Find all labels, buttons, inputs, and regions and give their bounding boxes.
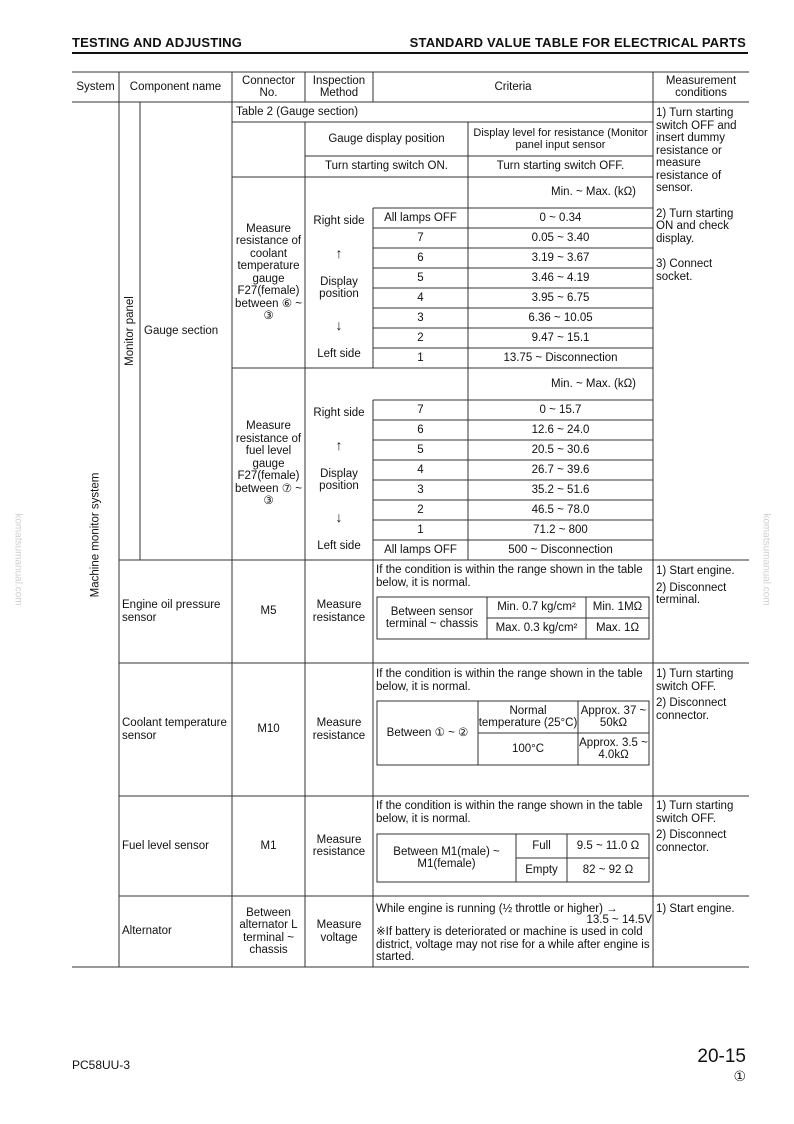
oil-r2b: Max. 1Ω [595,622,640,635]
page-heading: STANDARD VALUE TABLE FOR ELECTRICAL PARTS [409,35,746,50]
oil-connector: M5 [260,605,277,618]
coolant-row-level: 7 [417,231,424,244]
col-system: System [76,80,115,93]
gauge-col-switch-on: Turn starting switch ON. [325,160,448,173]
fuel-row-level: 7 [417,403,424,416]
fuel-row-value: 35.2 ~ 51.6 [531,483,590,496]
page-number: 20-15 [697,1046,746,1067]
col-criteria: Criteria [494,80,532,93]
coolant-row-level: 3 [417,311,424,324]
coolant-sensor-r2b: Approx. 3.5 ~ 4.0kΩ [579,736,648,761]
fuel-arrow-up: ↑ [335,436,343,453]
system-cell [72,102,119,967]
coolant-sensor-connector: M10 [257,723,280,736]
coolant-row-value: 3.95 ~ 6.75 [531,291,590,304]
gauge-col-position: Gauge display position [328,132,445,145]
fuel-row-value: 500 ~ Disconnection [508,543,613,556]
fuel-sensor-conditions [656,800,748,854]
fuel-row-value: 0 ~ 15.7 [539,403,582,416]
gauge-table-title: Table 2 (Gauge section) [236,105,359,118]
coolant-sensor-condition-1: 1) Turn starting switch OFF. [656,668,734,693]
coolant-sensor-condition-2: 2) Disconnect connector. [656,697,727,722]
coolant-sensor-normal-text: If the condition is within the range shown in the table below, it is normal. [376,668,643,693]
fuel-sensor-r1b: 9.5 ~ 11.0 Ω [576,839,640,852]
fuel-row-value: 26.7 ~ 39.6 [531,463,590,476]
fuel-sensor-normal-text: If the condition is within the range shown in the table below, it is normal. [376,800,643,825]
coolant-arrow-down: ↓ [335,316,343,333]
coolant-row-level: 2 [417,331,424,344]
oil-condition-1: 1) Start engine. [656,565,735,577]
oil-r2a: Max. 0.3 kg/cm² [495,622,578,635]
alternator-condition-1: 1) Start engine. [656,903,735,915]
fuel-sensor-r1a: Full [532,839,551,852]
fuel-sensor-between: Between M1(male) ~ M1(female) [393,845,500,870]
oil-between: Between sensor terminal ~ chassis [385,605,479,630]
system-label: Machine monitor system [89,472,102,597]
watermark-left-text: komatsumanual.com [12,512,24,606]
section-title: TESTING AND ADJUSTING [72,35,243,50]
watermark-left [0,512,78,606]
gauge-condition-1: 1) Turn starting switch OFF and insert dummy resistance or measure resistance of sensor. [656,107,737,194]
fuel-right-side: Right side [313,406,365,419]
alternator-line2: 13.5 ~ 14.5V [586,914,652,926]
fuel-sensor-condition-1: 1) Turn starting switch OFF. [656,800,734,825]
oil-r1a: Min. 0.7 kg/cm² [497,601,576,614]
coolant-right-side: Right side [313,214,365,227]
fuel-sensor-r2b: 82 ~ 92 Ω [582,863,634,876]
fuel-row-level: 1 [417,523,424,536]
fuel-row-value: 12.6 ~ 24.0 [531,423,590,436]
model-number: PC58UU-3 [72,1058,131,1072]
gauge-conditions [656,107,748,283]
coolant-row-level: All lamps OFF [384,211,457,224]
fuel-row-level: 4 [417,463,424,476]
col-connector: Connector No. [241,74,296,99]
alternator-note: ※If battery is deteriorated or machine is used in cold district, voltage may not rise for a while after engine is started. [376,926,650,963]
alternator-line1: While engine is running (½ throttle or higher) → [376,903,618,915]
watermark-right [706,512,794,606]
alternator-method: Measure voltage [316,919,362,944]
coolant-row-value: 0 ~ 0.34 [539,211,582,224]
col-method: Inspection Method [312,74,366,99]
coolant-sensor-r1b: Approx. 37 ~ 50kΩ [580,704,647,729]
coolant-sensor-name: Coolant temperature sensor [122,717,227,742]
coolant-minmax: Min. ~ Max. (kΩ) [551,186,636,199]
gauge-condition-3: 3) Connect socket. [656,258,713,283]
coolant-sensor-method: Measure resistance [312,717,366,742]
coolant-gauge-method: Measure resistance of coolant temperature gauge F27(female) between ⑥ ~ ③ [235,222,302,322]
revision-mark: ① [733,1068,746,1084]
fuel-row-level: 5 [417,443,424,456]
coolant-row-value: 3.46 ~ 4.19 [531,271,590,284]
coolant-row-value: 0.05 ~ 3.40 [531,231,590,244]
fuel-left-side: Left side [317,539,361,552]
coolant-sensor-conditions [656,668,748,722]
oil-condition-2: 2) Disconnect terminal. [656,581,727,606]
col-conditions: Measurement conditions [665,74,737,99]
coolant-sensor-r1a: Normal temperature (25°C) [478,704,578,729]
fuel-row-level: 2 [417,503,424,516]
col-component: Component name [129,80,222,93]
coolant-display-position: Display position [319,275,359,300]
coolant-row-value: 3.19 ~ 3.67 [531,251,590,264]
fuel-row-level: 3 [417,483,424,496]
gauge-col-switch-off: Turn starting switch OFF. [496,160,625,173]
gauge-condition-2: 2) Turn starting ON and check display. [656,207,734,245]
fuel-row-value: 71.2 ~ 800 [533,523,588,536]
oil-normal-text: If the condition is within the range shown in the table below, it is normal. [376,564,643,589]
oil-r1b: Min. 1MΩ [592,601,643,614]
coolant-row-level: 4 [417,291,424,304]
watermark-right-text: komatsumanual.com [760,512,772,606]
coolant-sensor-between: Between ① ~ ② [386,726,469,739]
fuel-row-level: All lamps OFF [384,543,457,556]
coolant-row-level: 5 [417,271,424,284]
fuel-row-value: 46.5 ~ 78.0 [531,503,590,516]
monitor-panel-cell [119,102,140,560]
oil-method: Measure resistance [312,599,366,624]
fuel-sensor-condition-2: 2) Disconnect connector. [656,829,727,854]
fuel-sensor-r2a: Empty [525,863,558,876]
fuel-gauge-method: Measure resistance of fuel level gauge F27(female) between ⑦ ~ ③ [235,420,302,508]
coolant-row-level: 1 [417,351,424,364]
coolant-row-value: 9.47 ~ 15.1 [531,331,590,344]
coolant-arrow-up: ↑ [335,244,343,261]
oil-sensor-name: Engine oil pressure sensor [122,599,221,624]
fuel-arrow-down: ↓ [335,508,343,525]
coolant-row-level: 6 [417,251,424,264]
alternator-connector: Between alternator L terminal ~ chassis [239,906,298,956]
coolant-sensor-r2a: 100°C [511,742,545,755]
gauge-section-label: Gauge section [144,324,219,337]
coolant-left-side: Left side [317,347,361,360]
fuel-display-position: Display position [319,467,359,492]
fuel-row-value: 20.5 ~ 30.6 [531,443,590,456]
coolant-row-value: 6.36 ~ 10.05 [528,311,593,324]
fuel-sensor-method: Measure resistance [312,833,366,858]
oil-conditions [656,565,748,607]
fuel-sensor-connector: M1 [260,839,277,852]
alternator-conditions [656,903,748,916]
alternator-name: Alternator [122,925,172,938]
coolant-row-value: 13.75 ~ Disconnection [503,351,618,364]
fuel-sensor-name: Fuel level sensor [122,839,209,852]
gauge-col-level: Display level for resistance (Monitor panel input sensor [473,126,648,151]
fuel-row-level: 6 [417,423,424,436]
monitor-panel-label: Monitor panel [123,296,136,366]
fuel-minmax: Min. ~ Max. (kΩ) [551,377,636,390]
